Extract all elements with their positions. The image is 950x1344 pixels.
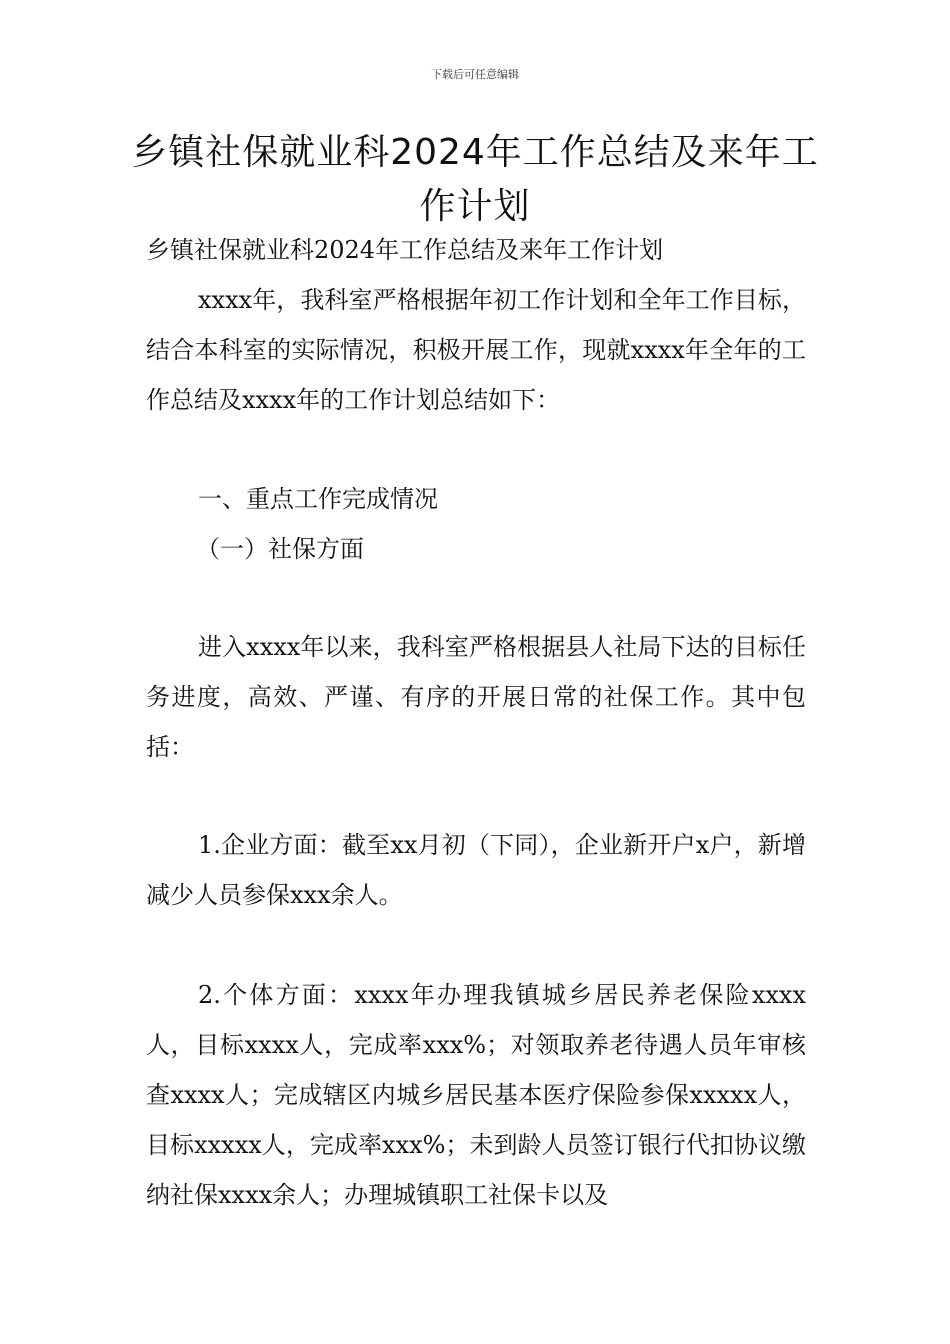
section-heading: 一、重点工作完成情况 bbox=[198, 485, 438, 513]
intro-paragraph: xxxx年，我科室严格根据年初工作计划和全年工作目标，结合本科室的实际情况，积极开展工作，现就xxxx年全年的工作总结及xxxx年的工作计划总结如下： bbox=[146, 286, 806, 414]
body-paragraph: 2.个体方面：xxxx年办理我镇城乡居民养老保险xxxx人，目标xxxx人，完成率xxx%；对领取养老待遇人员年审核查xxxx人；完成辖区内城乡居民基本医疗保险参保xxxxx人，目标xxxxx人，完成率xxx%；未到龄人员签订银行代扣协议缴纳社保xxxx余人；办理城镇职工社保卡以及 bbox=[146, 981, 806, 1209]
document-title: 乡镇社保就业科2024年工作总结及来年工作计划 bbox=[131, 132, 819, 227]
body-paragraph: 1.企业方面：截至xx月初（下同），企业新开户x户，新增减少人员参保xxx余人。 bbox=[146, 831, 806, 909]
header-note: 下载后可任意编辑 bbox=[431, 68, 519, 81]
sub-section-heading: （一）社保方面 bbox=[196, 535, 364, 563]
document-subtitle: 乡镇社保就业科2024年工作总结及来年工作计划 bbox=[146, 236, 664, 264]
body-paragraph: 进入xxxx年以来，我科室严格根据县人社局下达的目标任务进度，高效、严谨、有序的开展日常的社保工作。其中包括： bbox=[146, 633, 806, 761]
